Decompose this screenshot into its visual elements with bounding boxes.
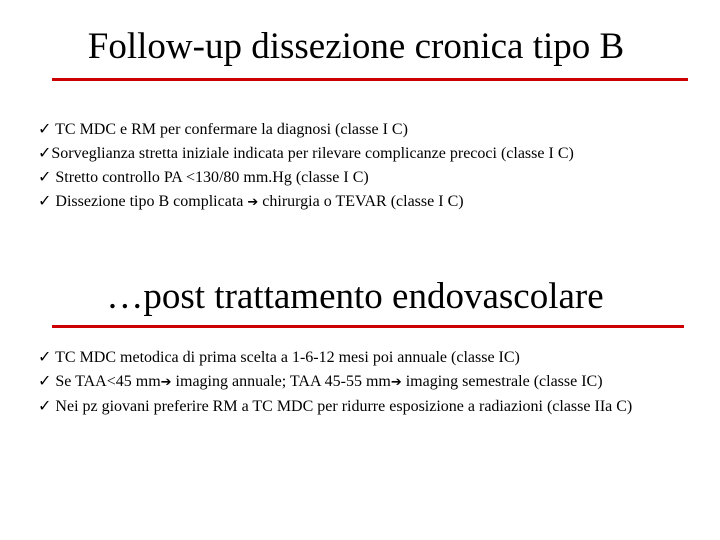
checkmark-icon: ✓ bbox=[38, 349, 52, 366]
list-item bbox=[38, 395, 688, 419]
section-title-follow-up: Follow-up dissezione cronica tipo B bbox=[87, 26, 625, 67]
list-item-text: chirurgia o TEVAR (classe I C) bbox=[258, 193, 464, 210]
list-item bbox=[38, 118, 688, 142]
list-item bbox=[38, 166, 688, 190]
checkmark-icon: ✓ bbox=[38, 145, 52, 162]
follow-up-list bbox=[38, 118, 688, 215]
section-title-post-treatment: …post trattamento endovascolare bbox=[106, 276, 604, 317]
list-item bbox=[38, 190, 688, 215]
title-divider bbox=[52, 78, 688, 81]
checkmark-icon: ✓ bbox=[38, 373, 52, 390]
arrow-right-icon: ➔ bbox=[247, 195, 259, 210]
checkmark-icon: ✓ bbox=[38, 398, 52, 415]
list-item-text: Sorveglianza stretta iniziale indicata per rilevare complicanze precoci (classe I C) bbox=[51, 145, 574, 162]
checkmark-icon: ✓ bbox=[38, 193, 52, 210]
arrow-right-icon: ➔ bbox=[390, 375, 402, 390]
list-item-text: TC MDC e RM per confermare la diagnosi (classe I C) bbox=[51, 121, 408, 138]
list-item-text: imaging annuale; TAA 45-55 mm bbox=[171, 373, 391, 390]
list-item bbox=[38, 142, 688, 166]
post-treatment-list bbox=[38, 346, 688, 419]
list-item-text: Se TAA<45 mm bbox=[51, 373, 161, 390]
list-item-text: Dissezione tipo B complicata bbox=[51, 193, 248, 210]
list-item-text: Stretto controllo PA <130/80 mm.Hg (classe I C) bbox=[51, 169, 369, 186]
list-item-text: TC MDC metodica di prima scelta a 1-6-12 mesi poi annuale (classe IC) bbox=[51, 349, 520, 366]
list-item-text: imaging semestrale (classe IC) bbox=[401, 373, 603, 390]
list-item bbox=[38, 370, 688, 395]
list-item bbox=[38, 346, 688, 370]
checkmark-icon: ✓ bbox=[38, 121, 52, 138]
list-item-text: Nei pz giovani preferire RM a TC MDC per ridurre esposizione a radiazioni (classe IIa C) bbox=[51, 398, 633, 415]
title-divider bbox=[52, 325, 684, 328]
checkmark-icon: ✓ bbox=[38, 169, 52, 186]
arrow-right-icon: ➔ bbox=[160, 375, 172, 390]
